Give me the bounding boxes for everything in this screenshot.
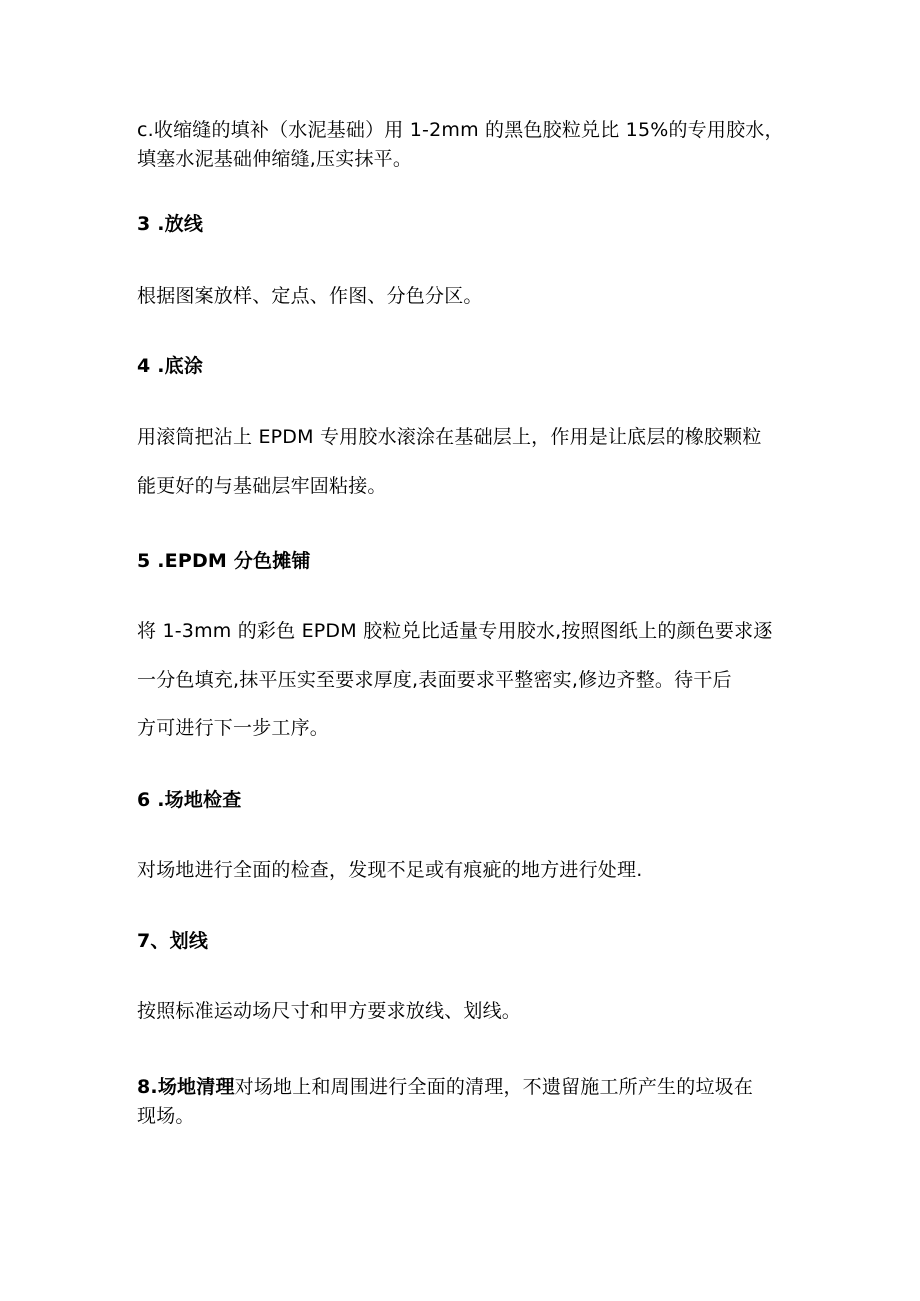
para-c-line-1: c.收缩缝的填补（水泥基础）用 1-2mm 的黑色胶粒兑比 15%的专用胶水， xyxy=(137,119,784,141)
section-8-line-2: 现场。 xyxy=(137,1105,195,1127)
section-4-line-2: 能更好的与基础层牢固粘接。 xyxy=(137,475,387,497)
section-5-line-3: 方可进行下一步工序。 xyxy=(137,717,330,739)
section-5-line-2: 一分色填充,抹平压实至要求厚度,表面要求平整密实,修边齐整。待干后 xyxy=(137,669,732,691)
section-4-line-1: 用滚筒把沾上 EPDM 专用胶水滚涂在基础层上，作用是让底层的橡胶颗粒 xyxy=(137,426,762,448)
section-6-body: 对场地进行全面的检查，发现不足或有痕疵的地方进行处理. xyxy=(137,859,643,881)
section-5-line-1: 将 1-3mm 的彩色 EPDM 胶粒兑比适量专用胶水,按照图纸上的颜色要求逐 xyxy=(137,620,773,642)
section-5-heading: 5 .EPDM 分色摊铺 xyxy=(137,550,311,572)
section-3-heading: 3 .放线 xyxy=(137,213,204,235)
section-4-heading: 4 .底涂 xyxy=(137,355,204,377)
section-7-heading: 7、划线 xyxy=(137,930,209,952)
para-c-line-2: 填塞水泥基础伸缩缝,压实抹平。 xyxy=(137,148,413,170)
section-3-body: 根据图案放样、定点、作图、分色分区。 xyxy=(137,285,483,307)
section-8-line-1-text: 对场地上和周围进行全面的清理，不遗留施工所产生的垃圾在 xyxy=(234,1076,754,1098)
section-8-heading: 8.场地清理 xyxy=(137,1076,235,1098)
section-7-body: 按照标准运动场尺寸和甲方要求放线、划线。 xyxy=(137,1000,522,1022)
section-8-line-1 xyxy=(137,1074,817,1100)
section-6-heading: 6 .场地检查 xyxy=(137,789,242,811)
